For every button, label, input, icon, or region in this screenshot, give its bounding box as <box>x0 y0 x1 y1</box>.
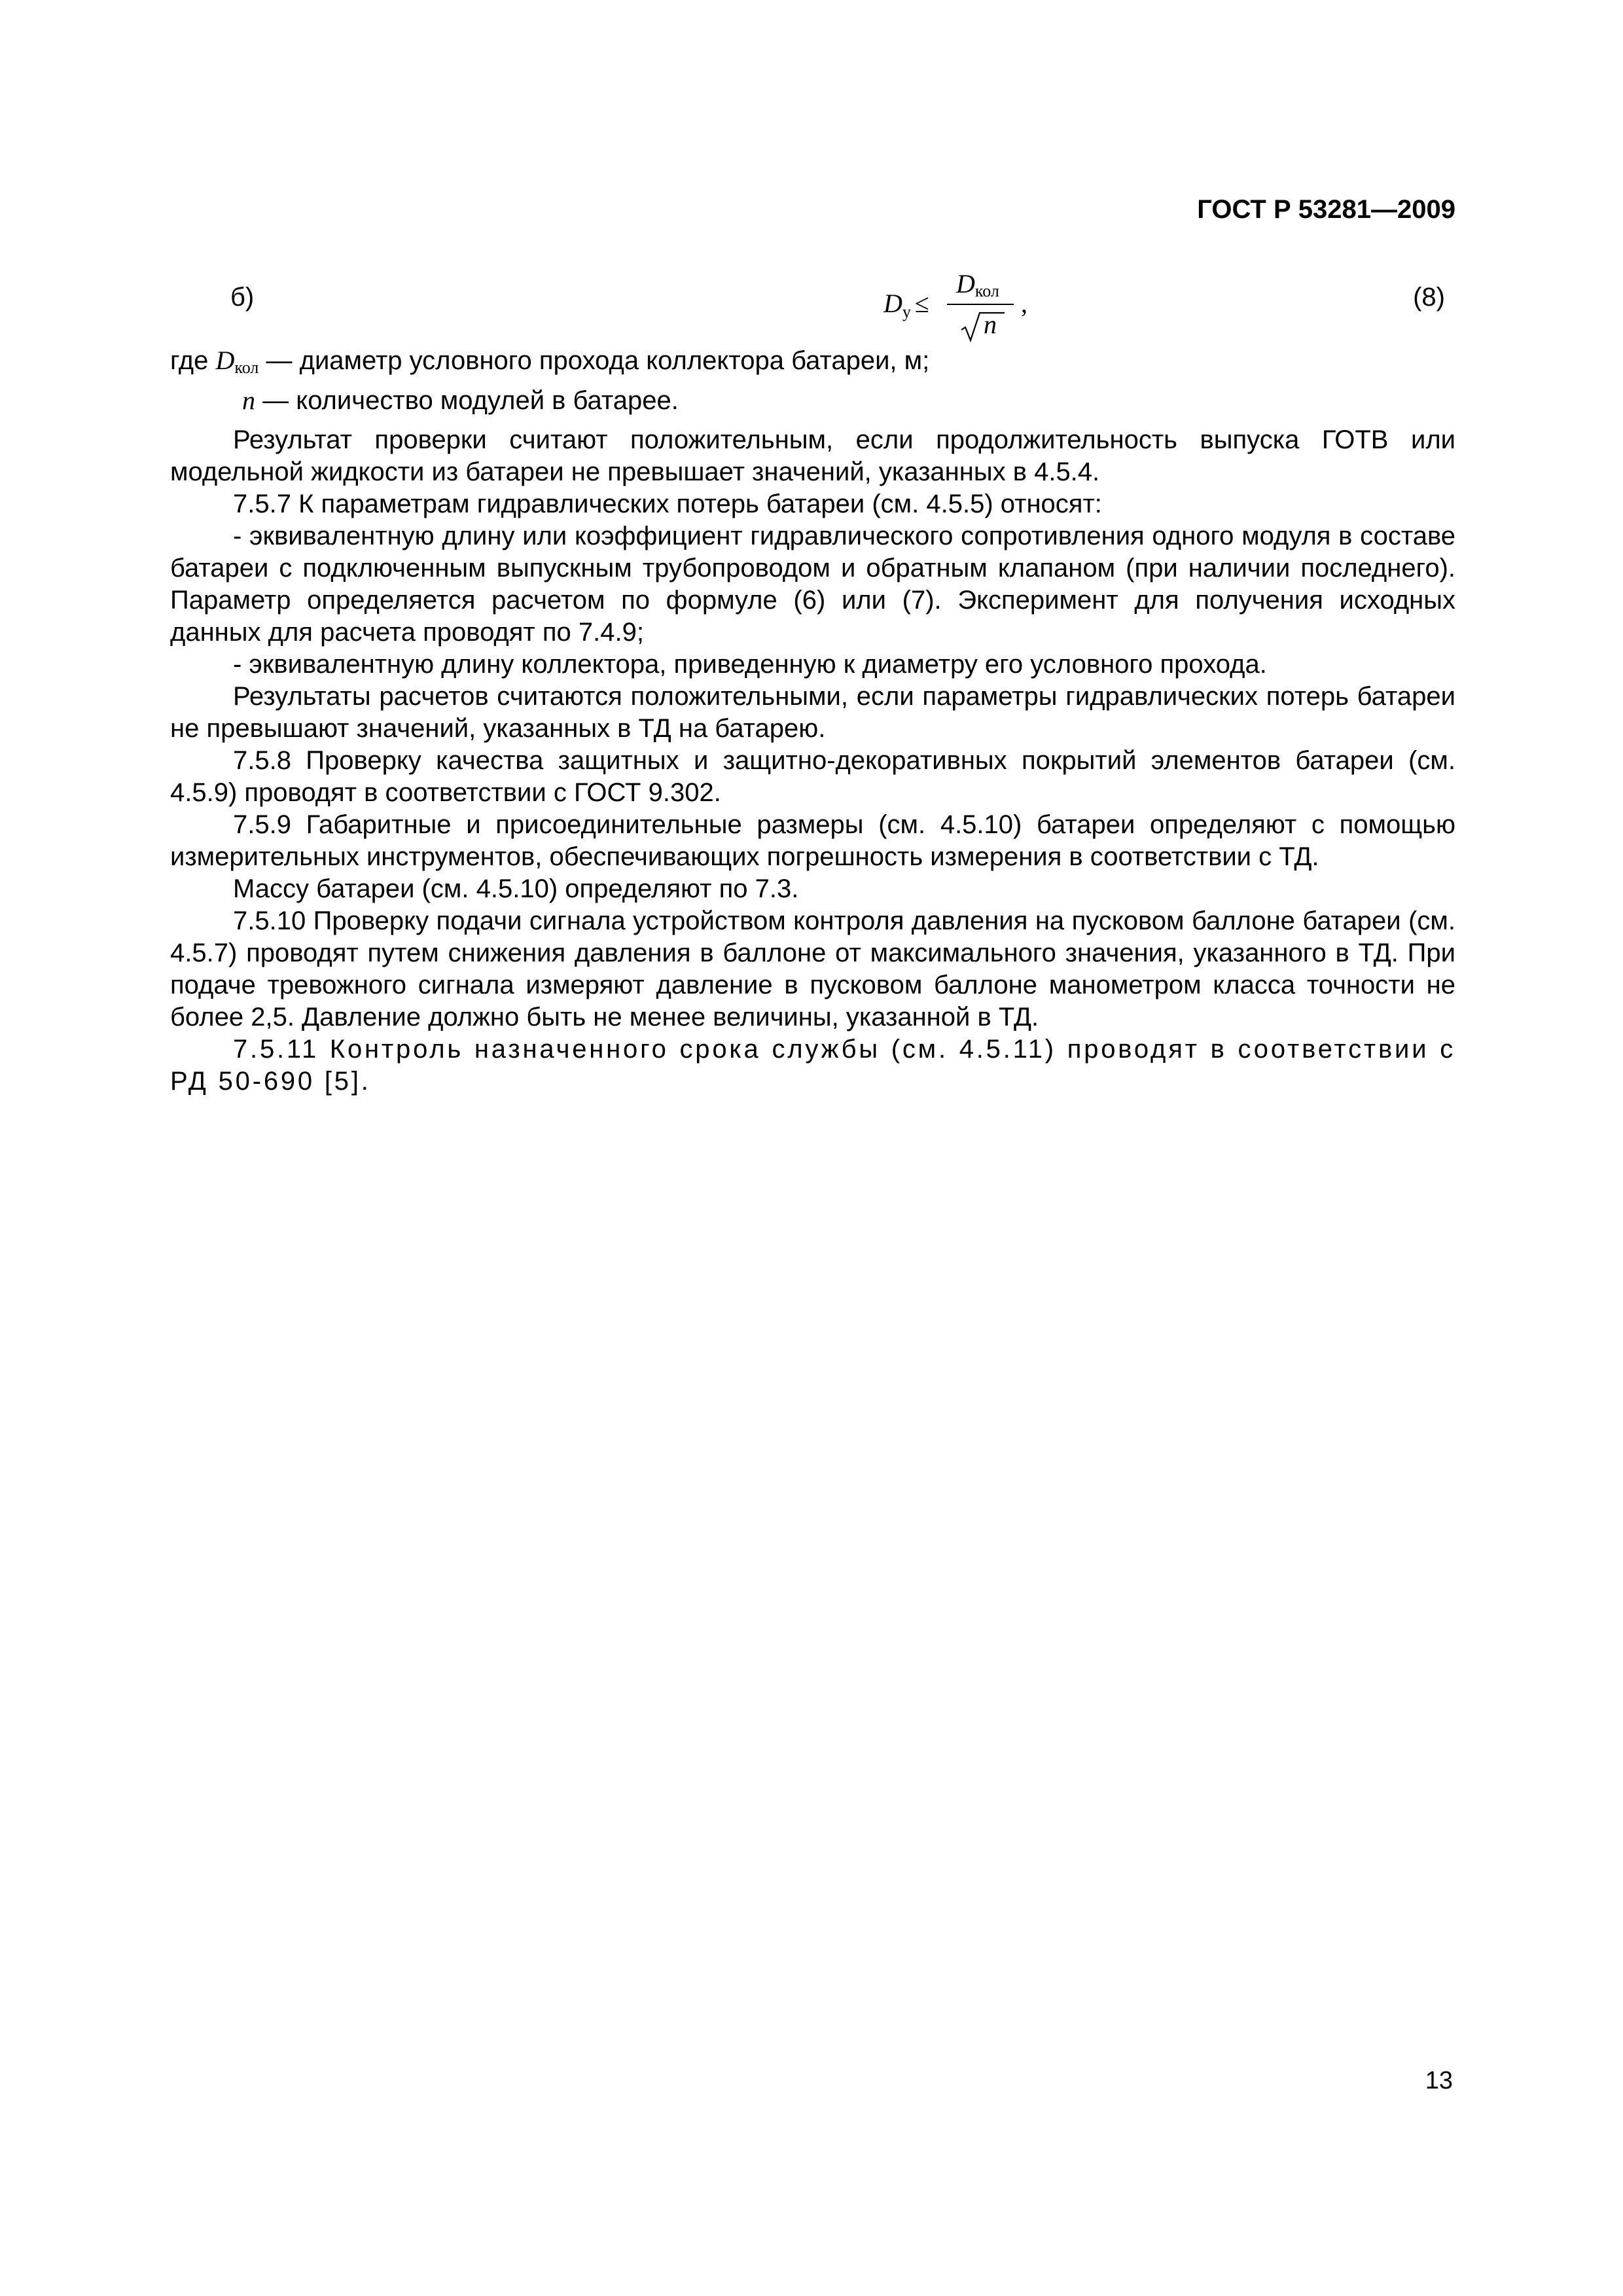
where-prefix: где <box>170 346 209 375</box>
formula-relation: ≤ <box>914 289 929 318</box>
formula-num-subscript: кол <box>974 281 999 300</box>
formula-denominator <box>960 309 1006 342</box>
paragraph: Результат проверки считают положительным, если продолжительность выпуска ГОТВ или модельной жидкости из батареи не превышает значений, указанных в 4.5.4. <box>170 425 1455 486</box>
paragraph: 7.5.11 Контроль назначенного срока службы (см. 4.5.11) проводят в соответствии с РД 50-690 [5]. <box>170 1035 1455 1096</box>
var1-symbol: D <box>215 346 235 375</box>
document-header: ГОСТ Р 53281—2009 <box>1197 195 1455 224</box>
var2-description: — количество модулей в батарее. <box>262 386 679 415</box>
paragraph: 7.5.9 Габаритные и присоединительные размеры (см. 4.5.10) батареи определяют с помощью измерительных инструментов, обеспечивающих погрешность измерения в соответствии с ТД. <box>170 810 1455 871</box>
paragraph: - эквивалентную длину коллектора, приведенную к диаметру его условного прохода. <box>233 650 1267 679</box>
paragraph: 7.5.10 Проверку подачи сигнала устройством контроля давления на пусковом баллоне батареи (см. 4.5.7) проводят путем снижения давления в баллоне от максимального значения, указанного в ТД. При подаче тревожного сигнала измеряют давление в пусковом баллоне манометром класса точности не более 2,5. Давление должно быть не менее величины, указанной в ТД. <box>170 906 1455 1031</box>
formula-lhs <box>883 288 929 322</box>
paragraph: Результаты расчетов считаются положительными, если параметры гидравлических потерь батареи не превышают значений, указанных в ТД на батарею. <box>170 682 1455 743</box>
formula-lhs-symbol: D <box>883 289 902 318</box>
paragraph: 7.5.7 К параметрам гидравлических потерь батареи (см. 4.5.5) относят: <box>233 490 1102 518</box>
var1-description: — диаметр условного прохода коллектора батареи, м; <box>266 346 930 375</box>
square-root-icon <box>960 310 1006 343</box>
formula-lhs-subscript: у <box>902 302 911 321</box>
body-text <box>170 424 1455 1098</box>
formula-number: (8) <box>1413 283 1445 312</box>
formula-label: б) <box>230 283 255 312</box>
var1-subscript: кол <box>234 358 259 377</box>
fraction-bar <box>947 304 1014 305</box>
paragraph: 7.5.8 Проверку качества защитных и защитно-декоративных покрытий элементов батареи (см. 4.5.9) проводят в соответствии с ГОСТ 9.302. <box>170 746 1455 807</box>
var2-symbol: n <box>242 386 255 415</box>
definition-row <box>170 384 1455 417</box>
formula-num-symbol: D <box>956 269 975 298</box>
definition-row <box>170 344 1455 384</box>
page-number: 13 <box>1425 2067 1453 2094</box>
variable-definitions <box>170 344 1455 417</box>
formula-numerator <box>956 268 999 301</box>
formula-trailing-comma: , <box>1021 289 1027 318</box>
paragraph: - эквивалентную длину или коэффициент гидравлического сопротивления одного модуля в составе батареи с подключенным выпускным трубопроводом и обратным клапаном (при наличии последнего). Параметр определяется расчетом по формуле (6) или (7). Эксперимент для получения исходных данных для расчета проводят по 7.4.9; <box>170 522 1455 647</box>
formula-den-variable: n <box>984 310 997 339</box>
paragraph: Массу батареи (см. 4.5.10) определяют по 7.3. <box>233 874 799 903</box>
